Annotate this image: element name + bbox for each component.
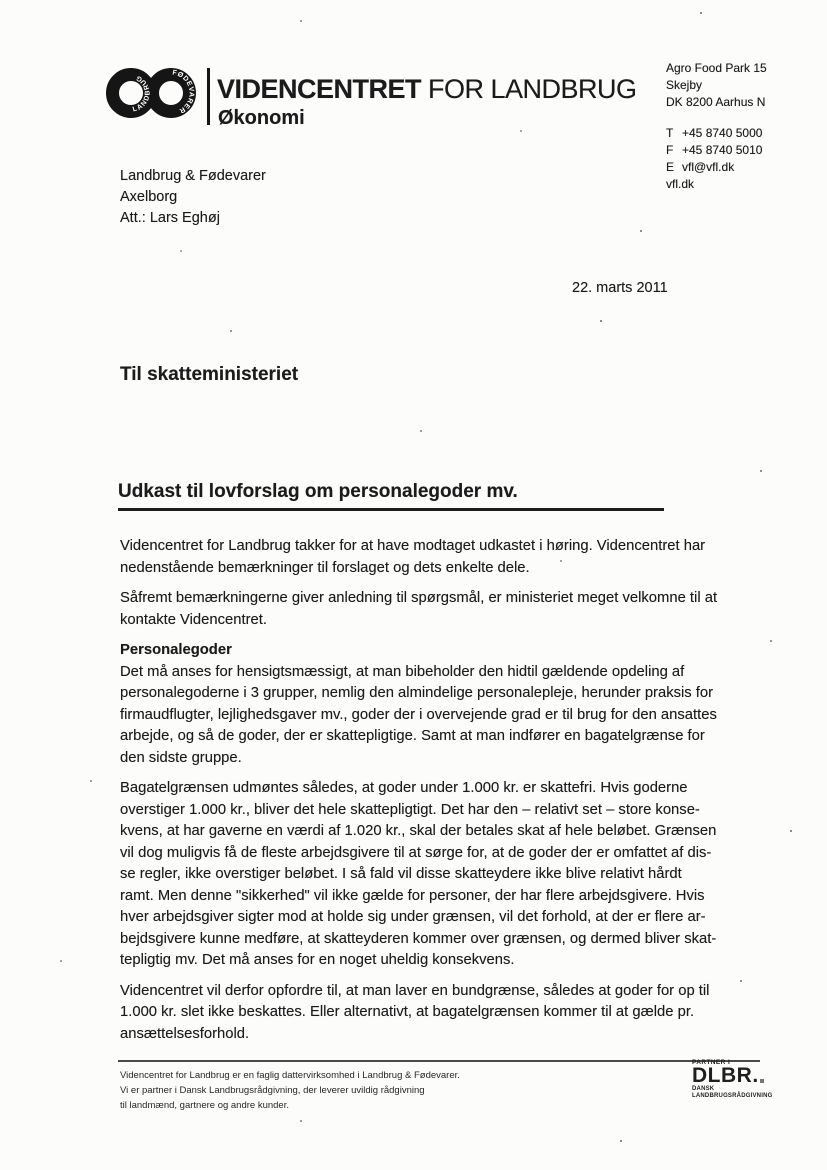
dlbr-subtitle-line2: LANDBRUGSRÅDGIVNING: [692, 1093, 773, 1099]
text-line: Bagatelgrænsen udmøntes således, at goder under 1.000 kr. er skattefri. Hvis goderne: [120, 780, 688, 796]
paragraph-section-intro: [120, 662, 748, 770]
paragraph-intro: [120, 536, 748, 579]
text-line: nedenstående bemærkninger til forslaget og dets enkelte dele.: [120, 559, 530, 576]
text-line: Landbrug & Fødevarer: [120, 168, 266, 184]
text-line: Videncentret vil derfor opfordre til, at man laver en bundgrænse, således at goder for op til: [120, 982, 710, 999]
fax-value: +45 8740 5010: [682, 143, 763, 157]
phone-label: T: [666, 126, 674, 140]
org-name: [217, 74, 637, 105]
phone-value: +45 8740 5000: [682, 126, 763, 140]
text-line: overstiger 1.000 kr., bliver det hele skattepligtigt. Det har den – relativt set – store konse-: [120, 801, 700, 818]
footer-divider: [118, 1060, 760, 1062]
contact-gap: [666, 111, 767, 125]
dlbr-wordmark: [692, 1066, 772, 1086]
text-line: Axelborg: [120, 189, 178, 205]
contact-block: [666, 60, 767, 193]
salutation-heading: Til skatteministeriet: [120, 364, 299, 385]
org-name-rest: FOR LANDBRUG: [428, 74, 637, 104]
email-value: vfl@vfl.dk: [682, 160, 735, 174]
text-line: firmaudflugter, lejlighedsgaver mv., goder der i overvejende grad er til brug for den ansattes: [120, 706, 717, 723]
text-line: 1.000 kr. slet ikke beskattes. Eller alternativt, at bagatelgrænsen kommer til at gælde pr.: [120, 1004, 695, 1020]
paragraph-recommendation: [120, 981, 748, 1046]
landbrug-fodevarer-logo-icon: [104, 58, 206, 128]
text-line: kvens, at har gaverne en værdi af 1.020 kr., skal der betales skat af hele beløbet. Grænsen: [120, 823, 717, 839]
contact-website: vfl.dk: [666, 177, 695, 191]
letter-date: 22. marts 2011: [572, 280, 668, 296]
text-line: ansættelsesforhold.: [120, 1025, 250, 1042]
text-line: Såfremt bemærkningerne giver anledning til spørgsmål, er ministeriet meget velkomne til at: [120, 590, 718, 606]
logo-left-ring-text: LANDBRUG: [131, 73, 152, 114]
recipient-block: [120, 166, 266, 229]
contact-email: [666, 159, 767, 176]
text-line: Videncentret for Landbrug takker for at have modtaget udkastet i høring. Videncentret har: [120, 538, 706, 554]
dlbr-subtitle-line1: DANSK: [692, 1086, 715, 1092]
text-line: vil dog muligvis få de fleste arbejdsgivere til at sørge for, at de goder der er omfattet af dis-: [120, 844, 712, 861]
logo-right-ring-text: FØDEVARER: [171, 69, 195, 115]
text-line: DK 8200 Aarhus N: [666, 95, 766, 109]
contact-fax: [666, 142, 767, 159]
text-line: Vi er partner i Dansk Landbrugsrådgivning, der leverer uvildig rådgivning: [120, 1085, 425, 1096]
paragraph-invite: [120, 588, 748, 631]
dlbr-partner-label: PARTNER I: [692, 1059, 731, 1066]
text-line: Videncentret for Landbrug er en faglig dattervirksomhed i Landbrug & Fødevarer.: [120, 1070, 460, 1081]
text-line: bejdsgivere kunne medføre, at skatteyderen kommer over grænsen, og dermed bliver skat-: [120, 930, 717, 947]
email-label: E: [666, 160, 675, 174]
text-line: til landmænd, gartnere og andre kunder.: [120, 1100, 289, 1111]
trademark-mark-icon: [760, 1079, 764, 1083]
fax-label: F: [666, 143, 674, 157]
footer-text: [120, 1068, 460, 1113]
contact-phone: [666, 125, 767, 142]
section-heading: Personalegoder: [120, 642, 232, 658]
text-line: Skejby: [666, 78, 703, 92]
text-line: Att.: Lars Eghøj: [120, 210, 220, 226]
text-line: Det må anses for hensigtsmæssigt, at man bibeholder den hidtil gældende opdeling af: [120, 663, 685, 680]
text-line: ramt. Men denne "sikkerhed" vil ikke gælde for personer, der har flere arbejdsgivere. Hvis: [120, 887, 705, 904]
text-line: se regler, ikke overstiger beløbet. I så fald vil disse skatteydere ikke blive relativt hårdt: [120, 866, 682, 882]
text-line: arbejde, og så de goder, der er skattepligtige. Samt at man indfører en bagatelgrænse for: [120, 728, 705, 744]
text-line: hver arbejdsgiver sigter mod at holde sig under grænsen, vil det forhold, at der er flere ar-: [120, 909, 706, 925]
dlbr-logo: [692, 1059, 772, 1100]
contact-address-lines: [666, 60, 767, 111]
org-name-bold: VIDENCENTRET: [217, 74, 422, 104]
dlbr-wordmark-text: DLBR.: [692, 1064, 759, 1087]
text-line: personalegoderne i 3 grupper, nemlig den almindelige personalepleje, herunder praksis for: [120, 685, 714, 701]
org-department: Økonomi: [218, 107, 305, 129]
text-line: Agro Food Park 15: [666, 61, 767, 75]
paragraph-bagatel: [120, 778, 748, 972]
letter-body: [120, 536, 748, 1054]
subject-heading: Udkast til lovforslag om personalegoder mv.: [118, 481, 664, 511]
text-line: tepligtig mv. Det må anses for en noget uheldig konsekvens.: [120, 952, 515, 968]
letterhead-divider: [207, 68, 210, 125]
text-line: den sidste gruppe.: [120, 749, 242, 766]
text-line: kontakte Videncentret.: [120, 611, 267, 628]
scan-noise: [0, 0, 2, 2]
